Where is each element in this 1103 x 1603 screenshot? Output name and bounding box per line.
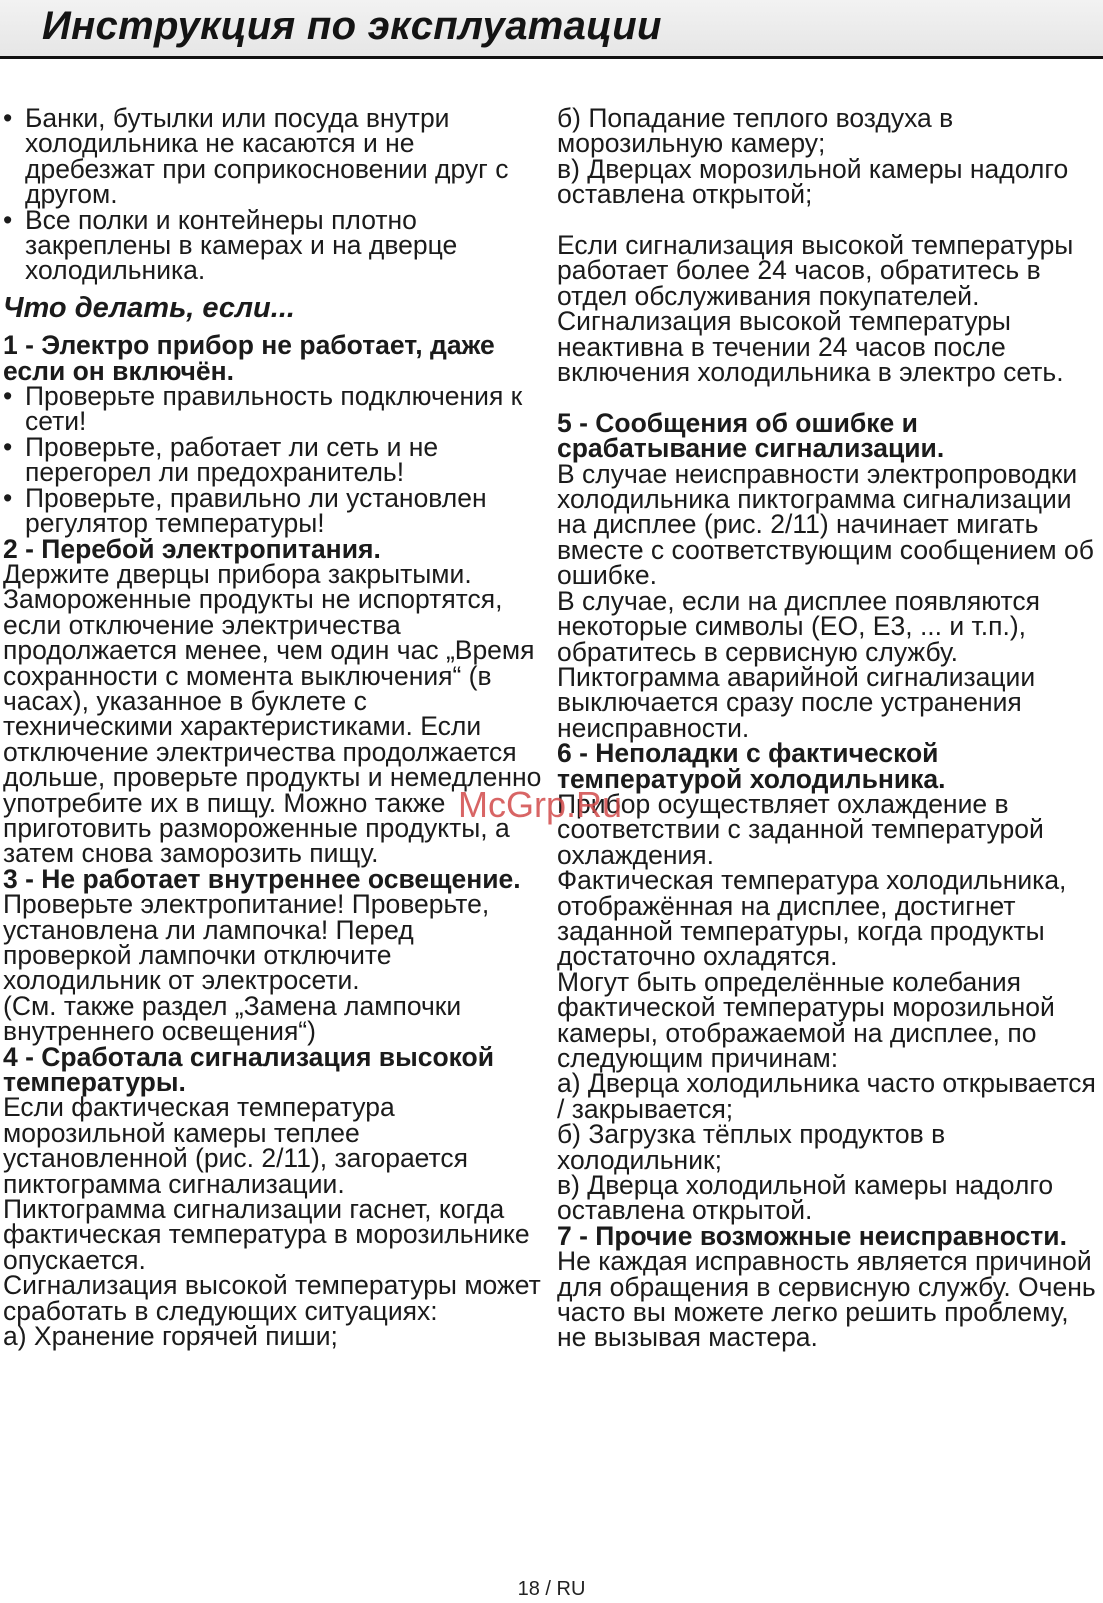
watermark: McGrp.Ru [458, 784, 623, 825]
bullet-dishes: • Банки, бутылки или посуда внутри холодильника не касаются и не дребезжат при соприкосновении друг с другом. [3, 106, 543, 208]
troubleshooting-subtitle: Что делать, если... [3, 291, 295, 324]
section-4-text-2: Пиктограмма сигнализации гаснет, когда фактическая температура в морозильнике опускается. [3, 1194, 530, 1275]
section-1-bullet-connection: • Проверьте правильность подключения к сети! [3, 384, 543, 435]
section-1-bullet-fuse: • Проверьте, работает ли сеть и не перегорел ли предохранитель! [3, 435, 543, 486]
section-4-item-a: а) Хранение горячей пиши; [3, 1321, 338, 1352]
section-6-item-a: а) Дверца холодильника часто открывается / закрывается; [557, 1068, 1096, 1124]
left-column [3, 103, 543, 1352]
section-4-heading: 4 - Сработала сигнализация высокой температуры. [3, 1041, 495, 1098]
section-4-text-3: Сигнализация высокой температуры может сработать в следующих ситуациях: [3, 1270, 541, 1326]
section-1-heading: 1 - Электро прибор не работает, даже если он включён. [3, 330, 495, 386]
section-6-item-b: б) Загрузка тёплых продуктов в холодильник; [557, 1119, 946, 1175]
page-header [0, 0, 1103, 59]
section-3-text: Проверьте электропитание! Проверьте, установлена ли лампочка! Перед проверкой лампочки отключите холодильник от электросети. [3, 889, 490, 996]
section-6-item-c: в) Дверца холодильной камеры надолго оставлена открытой. [557, 1170, 1054, 1226]
section-6-text-3: Могут быть определённые колебания фактической температуры морозильной камеры, отображаемой на дисплее, по следующим причинам: [557, 966, 1055, 1073]
section-2-heading: 2 - Перебой электропитания. [3, 533, 381, 564]
section-3-note: (См. также раздел „Замена лампочки внутреннего освещения“) [3, 990, 462, 1047]
page-title: Инструкция по эксплуатации [42, 4, 662, 48]
section-5-text-1: В случае неисправности электропроводки холодильника пиктограмма сигнализации на дисплее (рис. 2/11) начинает мигать вместе с соответствующим сообщением об ошибке. [557, 458, 1094, 591]
page-number: 18 / RU [517, 1578, 586, 1600]
alarm-text-1: Если сигнализация высокой температуры работает более 24 часов, обратитесь в отдел обслуживания покупателей. [557, 230, 1074, 311]
section-5-heading: 5 - Сообщения об ошибке и срабатывание сигнализации. [557, 407, 945, 464]
section-4-text-1: Если фактическая температура морозильной камеры теплее установленной (рис. 2/11), загорается пиктограмма сигнализации. [3, 1092, 468, 1199]
bullet-shelves: • Все полки и контейнеры плотно закреплены в камерах и на дверце холодильника. [3, 208, 543, 284]
section-2-text: Держите дверцы прибора закрытыми. Замороженные продукты не испортятся, если отключение электричества продолжается менее, чем один час „Время сохранности с момента выключения“ (в часах), указанное в буклете с техническими характеристиками. Если отключение электричества продолжается дольше, проверьте продукты и немедленно употребите их в пищу. Можно также приготовить размороженные продукты, а затем снова заморозить пищу. [3, 558, 542, 869]
section-7-heading: 7 - Прочие возможные неисправности. [557, 1220, 1067, 1251]
section-6-heading: 6 - Неполадки с фактической температурой холодильника. [557, 738, 946, 794]
section-5-text-2: В случае, если на дисплее появляются некоторые символы (ЕО, Е3, ... и т.п.), обратитесь в сервисную службу. [557, 585, 1040, 667]
section-1-bullet-regulator: • Проверьте, правильно ли установлен регулятор температуры! [3, 486, 543, 537]
section-6-text-2: Фактическая температура холодильника, отображённая на дисплее, достигнет заданной температуры, когда продукты достаточно охладятся. [557, 865, 1067, 972]
section-5-text-3: Пиктограмма аварийной сигнализации выключается сразу после устранения неисправности. [557, 661, 1036, 743]
alarm-text-2: Сигнализация высокой температуры неактивна в течении 24 часов после включения холодильника в электро сеть. [557, 306, 1064, 388]
section-6-text-1: Прибор осуществляет охлаждение в соответствии с заданной температурой охлаждения. [557, 788, 1044, 870]
section-4-item-b: б) Попадание теплого воздуха в морозильную камеру; [557, 103, 954, 159]
section-7-text: Не каждая исправность является причиной для обращения в сервисную службу. Очень часто вы можете легко решить проблему, не вызывая мастера. [557, 1246, 1096, 1353]
right-column [557, 103, 1097, 1353]
section-4-item-c: в) Дверцах морозильной камеры надолго оставлена открытой; [557, 153, 1069, 210]
section-3-heading: 3 - Не работает внутреннее освещение. [3, 863, 521, 894]
